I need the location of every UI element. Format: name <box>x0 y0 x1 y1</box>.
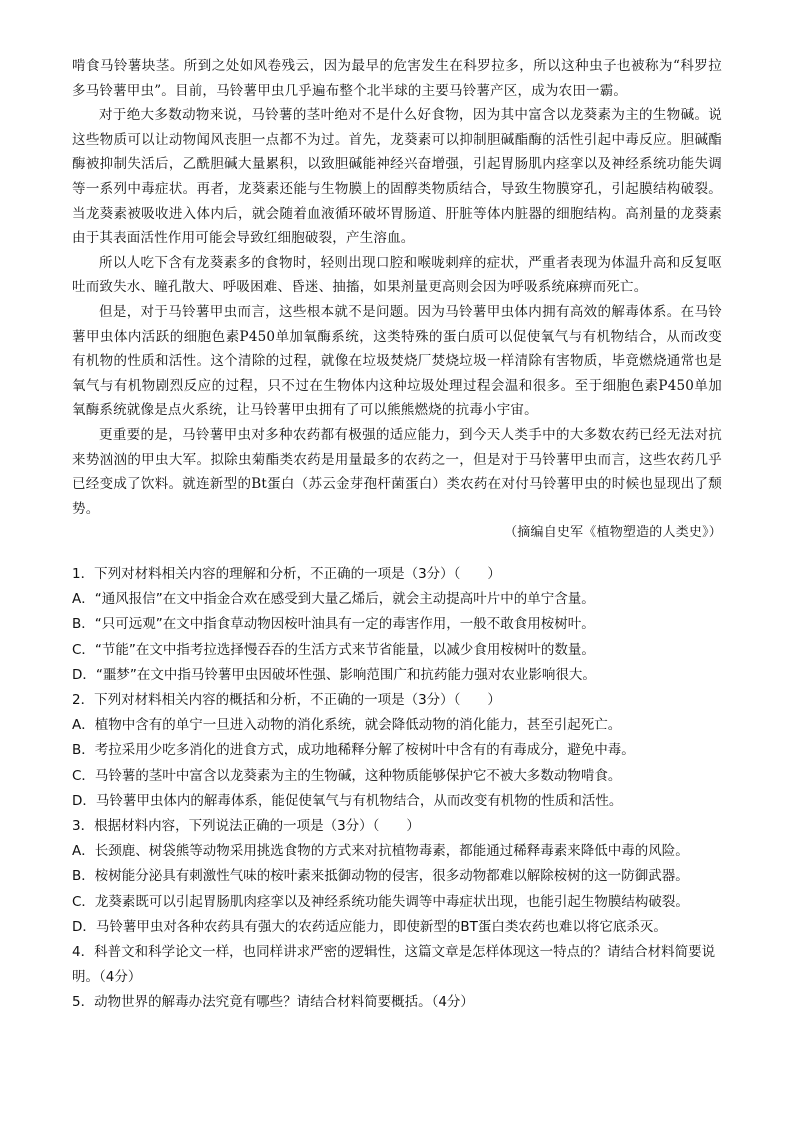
option-c: C．“节能”在文中指考拉选择慢吞吞的生活方式来节省能量，以减少食用桉树叶的数量。 <box>72 641 595 658</box>
question-stem: 3．根据材料内容，下列说法正确的一项是（3分）（ ） <box>72 818 420 835</box>
question-4 <box>72 940 722 990</box>
option-a: A．植物中含有的单宁一旦进入动物的消化系统，就会降低动物的消化能力，甚至引起死亡。 <box>72 717 622 734</box>
question-stem: 2．下列对材料相关内容的概括和分析，不正确的一项是（3分）（ ） <box>72 692 501 709</box>
question-3 <box>72 814 722 940</box>
passage-paragraph: 所以人吃下含有龙葵素多的食物时，轻则出现口腔和喉咙刺痒的症状，严重者表现为体温升高和反复呕吐而致失水、瞳孔散大、呼吸困难、昏迷、抽搐，如果剂量更高则会因为呼吸系统麻痹而死亡。 <box>72 254 722 296</box>
question-1 <box>72 562 722 688</box>
option-a: A．长颈鹿、树袋熊等动物采用挑选食物的方式来对抗植物毒素，都能通过稀释毒素来降低中毒的风险。 <box>72 843 689 860</box>
option-d: D．马铃薯甲虫对各种农药具有强大的农药适应能力，即使新型的BT蛋白类农药也难以将它底杀灭。 <box>72 918 667 935</box>
question-stem: 1．下列对材料相关内容的理解和分析，不正确的一项是（3分）（ ） <box>72 566 501 582</box>
question-2 <box>72 688 722 814</box>
reading-passage <box>72 54 722 546</box>
option-d: D．马铃薯甲虫体内的解毒体系，能促使氧气与有机物结合，从而改变有机物的性质和活性。 <box>72 792 623 809</box>
question-stem: 5．动物世界的解毒办法究竟有哪些？请结合材料简要概括。（4分） <box>72 994 474 1011</box>
passage-paragraph: 但是，对于马铃薯甲虫而言，这些根本就不是问题。因为马铃薯甲虫体内拥有高效的解毒体系。在马铃薯甲虫体内活跃的细胞色素P450单加氧酶系统，这类特殊的蛋白质可以促使氧气与有机物结合，从而改变有机物的性质和活性。这个清除的过程，就像在垃圾焚烧厂焚烧垃圾一样清除有害物质，毕竟燃烧通常也是氧气与有机物剧烈反应的过程，只不过在生物体内这种垃圾处理过程会温和很多。至于细胞色素P450单加氧酶系统就像是点火系统，让马铃薯甲虫拥有了可以熊熊燃烧的抗毒小宇宙。 <box>72 303 722 419</box>
passage-paragraph: 更重要的是，马铃薯甲虫对多种农药都有极强的适应能力，到今天人类手中的大多数农药已经无法对抗来势汹汹的甲虫大军。拟除虫菊酯类农药是用量最多的农药之一，但是对于马铃薯甲虫而言，这些农药几乎已经变成了饮料。就连新型的Bt蛋白（苏云金芽孢杆菌蛋白）类农药在对付马铃薯甲虫的时候也显现出了颓势。 <box>72 426 722 517</box>
question-stem: 4．科普文和科学论文一样，也同样讲求严密的逻辑性，这篇文章是怎样体现这一特点的？请结合材料简要说明。（4分） <box>72 944 716 986</box>
option-a: A．“通风报信”在文中指金合欢在感受到大量乙烯后，就会主动提高叶片中的单宁含量。 <box>72 591 595 608</box>
passage-source: （摘编自史军《植物塑造的人类史》） <box>504 525 722 541</box>
option-d: D．“噩梦”在文中指马铃薯甲虫因破坏性强、影响范围广和抗药能力强对农业影响很大。 <box>72 666 596 683</box>
option-c: C．龙葵素既可以引起胃肠肌肉痉挛以及神经系统功能失调等中毒症状出现，也能引起生物膜结构破裂。 <box>72 893 689 910</box>
option-b: B．考拉采用少吃多消化的进食方式，成功地稀释分解了桉树叶中含有的有毒成分，避免中毒。 <box>72 742 635 759</box>
option-b: B．“只可远观”在文中指食草动物因桉叶油具有一定的毒害作用，一般不敢食用桉树叶。 <box>72 616 595 633</box>
option-c: C．马铃薯的茎叶中富含以龙葵素为主的生物碱，这种物质能够保护它不被大多数动物啃食。 <box>72 767 622 784</box>
question-5 <box>72 990 722 1015</box>
passage-paragraph: 对于绝大多数动物来说，马铃薯的茎叶绝对不是什么好食物，因为其中富含以龙葵素为主的生物碱。说这些物质可以让动物闻风丧胆一点都不为过。首先，龙葵素可以抑制胆碱酯酶的活性引起中毒反应。胆碱酯酶被抑制失活后，乙酰胆碱大量累积，以致胆碱能神经兴奋增强，引起胃肠肌内痉挛以及神经系统功能失调等一系列中毒症状。再者，龙葵素还能与生物膜上的固醇类物质结合，导致生物膜穿孔，引起膜结构破裂。当龙葵素被吸收进入体内后，就会随着血液循环破坏胃肠道、肝脏等体内脏器的细胞结构。高剂量的龙葵素由于其表面活性作用可能会导致红细胞破裂，产生溶血。 <box>72 107 722 247</box>
passage-paragraph: 啃食马铃薯块茎。所到之处如风卷残云，因为最早的危害发生在科罗拉多，所以这种虫子也被称为“科罗拉多马铃薯甲虫”。目前，马铃薯甲虫几乎遍布整个北半球的主要马铃薯产区，成为农田一霸。 <box>72 58 722 99</box>
question-list <box>72 562 722 1016</box>
option-b: B．桉树能分泌具有刺激性气味的桉叶素来抵御动物的侵害，很多动物都难以解除桉树的这一防御武器。 <box>72 868 689 885</box>
